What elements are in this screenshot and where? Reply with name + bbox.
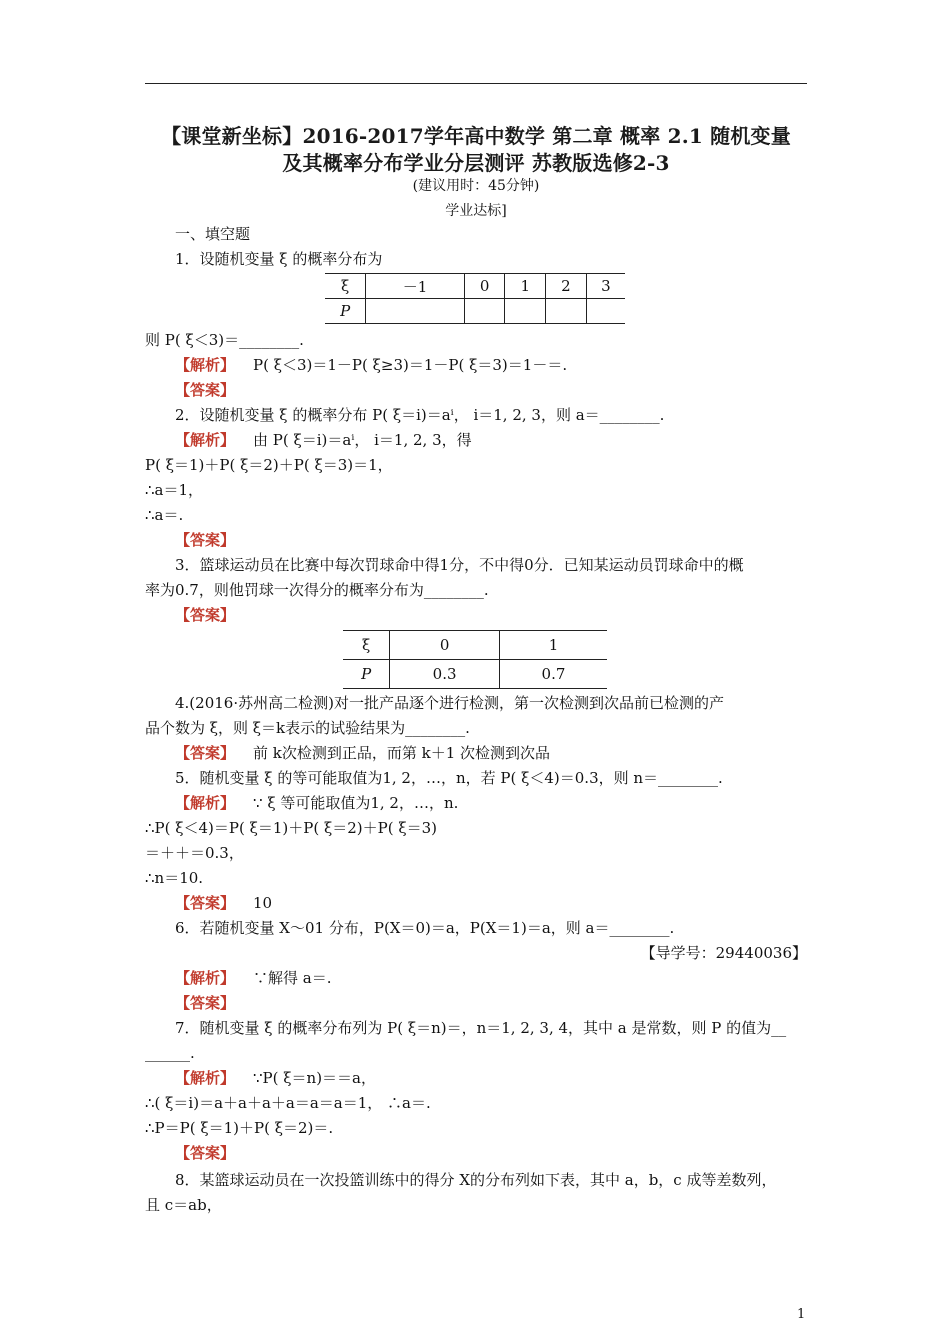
table-cell xyxy=(464,299,505,324)
table-cell xyxy=(586,299,625,324)
q3-answer-line xyxy=(175,605,235,625)
q1-answer-line xyxy=(175,380,235,400)
table-cell: P xyxy=(325,299,366,324)
q7-stem-2: ______. xyxy=(145,1044,195,1062)
q1-distribution-table xyxy=(325,273,625,324)
q2-step-1: P( ξ＝1)＋P( ξ＝2)＋P( ξ＝3)＝1， xyxy=(145,456,393,474)
q5-stem: 5．随机变量 ξ 的等可能取值为1, 2，…，n，若 P( ξ＜4)＝0.3，则 n＝________. xyxy=(175,769,723,787)
q6-stem: 6．若随机变量 X～01 分布，P(X＝0)＝a，P(X＝1)＝a，则 a＝________. xyxy=(175,919,675,937)
table-row xyxy=(325,299,625,324)
table-cell xyxy=(546,299,587,324)
table-cell xyxy=(505,299,546,324)
q4-stem-2: 品个数为 ξ，则 ξ＝k表示的试验结果为________. xyxy=(145,719,470,737)
q1-ask: 则 P( ξ＜3)＝________. xyxy=(145,331,304,349)
q5-analysis-line xyxy=(175,793,458,813)
document-title-line2: 及其概率分布学业分层测评 苏教版选修2-3 xyxy=(282,151,670,175)
q2-step-2: ∴a＝1， xyxy=(145,481,204,499)
q6-analysis-line xyxy=(175,968,332,988)
q1-analysis-text: P( ξ＜3)＝1－P( ξ≥3)＝1－P( ξ＝3)＝1－＝. xyxy=(253,356,568,374)
table-cell: 2 xyxy=(546,274,587,299)
q4-answer-text: 前 k次检测到正品，而第 k＋1 次检测到次品 xyxy=(253,744,551,762)
table-row xyxy=(325,274,625,299)
analysis-label: 【解析】 xyxy=(175,969,236,987)
table-cell: 3 xyxy=(586,274,625,299)
table-cell: 0 xyxy=(464,274,505,299)
table-cell xyxy=(366,299,464,324)
q7-stem-1: 7．随机变量 ξ 的概率分布列为 P( ξ＝n)＝，n＝1, 2, 3, 4，其中 a 是常数，则 P 的值为__ xyxy=(175,1019,787,1037)
q5-step-1: ∴P( ξ＜4)＝P( ξ＝1)＋P( ξ＝2)＋P( ξ＝3) xyxy=(145,819,438,837)
q4-stem-1: 4.(2016·苏州高二检测)对一批产品逐个进行检测，第一次检测到次品前已检测的产 xyxy=(175,694,724,712)
q2-step-3: ∴a＝. xyxy=(145,506,184,524)
page-number: 1 xyxy=(797,1307,806,1322)
analysis-label: 【解析】 xyxy=(175,356,236,374)
table-cell: －1 xyxy=(366,274,464,299)
q1-analysis-line xyxy=(175,355,567,375)
table-cell: P xyxy=(343,660,390,689)
q3-distribution-table xyxy=(343,630,607,689)
q3-stem-1: 3．篮球运动员在比赛中每次罚球命中得1分，不中得0分．已知某运动员罚球命中的概 xyxy=(175,556,744,574)
suggested-time: (建议用时：45分钟) xyxy=(412,178,540,194)
q2-stem: 2．设随机变量 ξ 的概率分布 P( ξ＝i)＝aⁱ， i＝1, 2, 3，则 a＝________. xyxy=(175,406,665,424)
analysis-label: 【解析】 xyxy=(175,1069,236,1087)
header-rule xyxy=(145,83,807,84)
q1-stem: 1．设随机变量 ξ 的概率分布为 xyxy=(175,250,383,268)
answer-label: 【答案】 xyxy=(175,994,236,1012)
q7-step-1: ∴( ξ＝i)＝a＋a＋a＋a＝a＝a＝1， ∴a＝. xyxy=(145,1094,431,1112)
q8-stem-1: 8．某篮球运动员在一次投篮训练中的得分 X的分布列如下表，其中 a，b，c 成等差数列， xyxy=(175,1171,777,1189)
table-row xyxy=(343,631,607,660)
q6-answer-line xyxy=(175,993,235,1013)
answer-label: 【答案】 xyxy=(175,744,236,762)
q2-analysis-text: 由 P( ξ＝i)＝aⁱ， i＝1, 2, 3，得 xyxy=(253,431,472,449)
q3-stem-2: 率为0.7，则他罚球一次得分的概率分布为________. xyxy=(145,581,489,599)
table-row xyxy=(343,660,607,689)
document-title-line1: 【课堂新坐标】2016-2017学年高中数学 第二章 概率 2.1 随机变量 xyxy=(161,124,791,148)
q2-answer-line xyxy=(175,530,235,550)
answer-label: 【答案】 xyxy=(175,531,236,549)
q2-analysis-line xyxy=(175,430,472,450)
q7-analysis-line xyxy=(175,1068,376,1088)
q7-step-2: ∴P＝P( ξ＝1)＋P( ξ＝2)＝. xyxy=(145,1119,334,1137)
q7-answer-line xyxy=(175,1143,235,1163)
analysis-label: 【解析】 xyxy=(175,794,236,812)
table-cell: 0.3 xyxy=(390,660,500,689)
table-cell: ξ xyxy=(343,631,390,660)
q8-stem-2: 且 c＝ab， xyxy=(145,1196,222,1214)
section-heading: 学业达标] xyxy=(445,203,507,219)
table-cell: 0 xyxy=(390,631,500,660)
answer-label: 【答案】 xyxy=(175,381,236,399)
analysis-label: 【解析】 xyxy=(175,431,236,449)
q4-answer-line xyxy=(175,743,550,763)
answer-label: 【答案】 xyxy=(175,1144,236,1162)
q5-analysis-text: ∵ ξ 等可能取值为1, 2，…，n. xyxy=(253,794,459,812)
q5-answer-text: 10 xyxy=(253,894,273,912)
q6-analysis-text: ∵解得 a＝. xyxy=(253,969,332,987)
q5-answer-line xyxy=(175,893,272,913)
q5-step-3: ∴n＝10. xyxy=(145,869,204,887)
q7-analysis-text: ∵P( ξ＝n)＝＝a， xyxy=(253,1069,376,1087)
answer-label: 【答案】 xyxy=(175,894,236,912)
table-cell: 0.7 xyxy=(499,660,607,689)
q6-reference-number: 【导学号：29440036】 xyxy=(640,944,807,962)
table-cell: 1 xyxy=(505,274,546,299)
table-cell: 1 xyxy=(499,631,607,660)
answer-label: 【答案】 xyxy=(175,606,236,624)
q5-step-2: ＝＋＋＝0.3， xyxy=(145,844,244,862)
table-cell: ξ xyxy=(325,274,366,299)
part-heading: 一、填空题 xyxy=(175,225,251,243)
